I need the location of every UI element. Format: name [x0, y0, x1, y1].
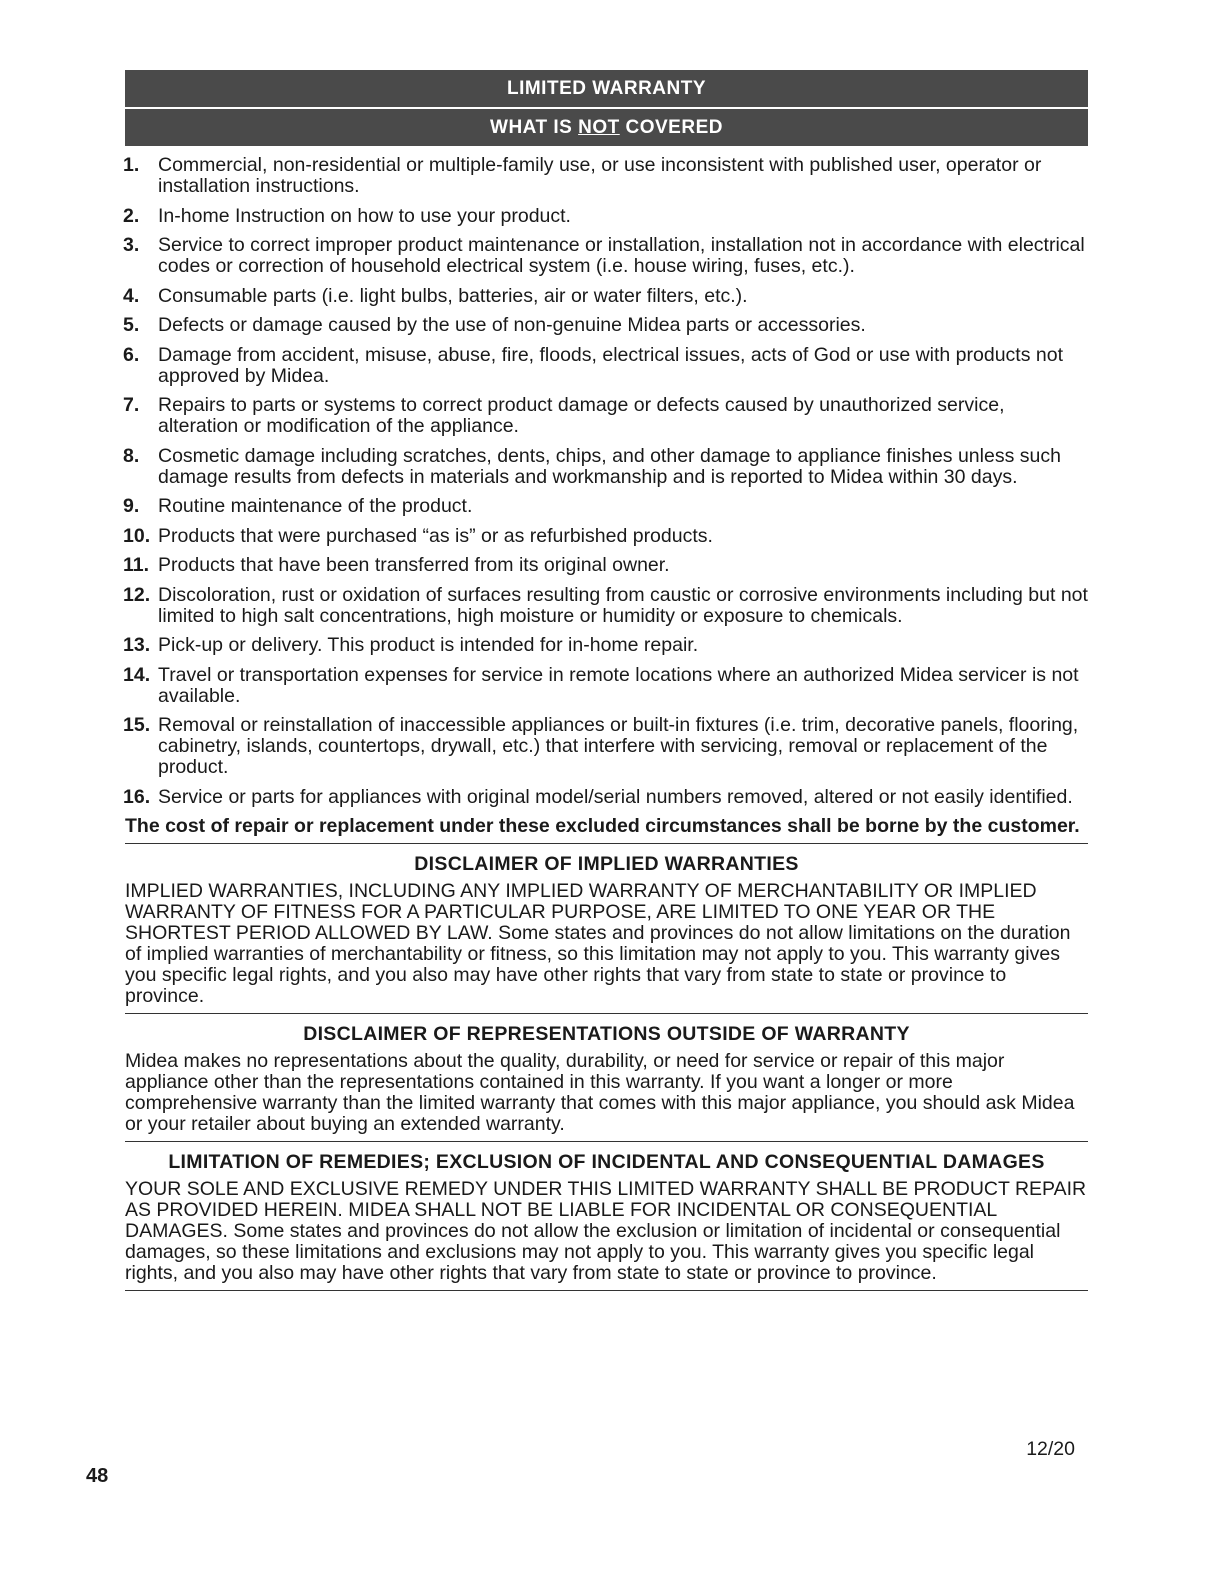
list-item	[125, 395, 1088, 437]
list-item	[125, 155, 1088, 197]
not-covered-title-underlined: NOT	[578, 117, 620, 138]
item-number: 11.	[123, 554, 150, 576]
item-number: 9.	[123, 495, 140, 517]
limitation-of-remedies-body: YOUR SOLE AND EXCLUSIVE REMEDY UNDER THIS LIMITED WARRANTY SHALL BE PRODUCT REPAIR AS PROVIDED HEREIN. MIDEA SHALL NOT BE LIABLE FOR INCIDENTAL OR CONSEQUENTIAL DAMAGES. Some states and provinces do not allow the exclusion or limitation of incidental or consequential damages, so these limitations and exclusions may not apply to you. This warranty gives you specific legal rights, and you also may have other rights that vary from state to state or province to province.	[125, 1178, 1087, 1284]
item-text: In-home Instruction on how to use your product.	[158, 204, 571, 227]
item-number: 1.	[123, 154, 140, 176]
list-item	[125, 665, 1088, 707]
list-item	[125, 787, 1088, 808]
item-number: 14.	[123, 663, 151, 686]
item-text: Travel or transportation expenses for service in remote locations where an authorized Midea servicer is not available.	[158, 663, 1079, 707]
item-number: 8.	[123, 444, 140, 467]
list-item	[125, 206, 1088, 227]
item-number: 16.	[123, 785, 151, 808]
representations-title: DISCLAIMER OF REPRESENTATIONS OUTSIDE OF WARRANTY	[303, 1023, 910, 1045]
not-covered-list	[125, 155, 1088, 808]
item-text: Service to correct improper product maintenance or installation, installation not in accordance with electrical codes or correction of household electrical system (i.e. house wiring, fuses, etc.).	[158, 234, 1085, 277]
item-text: Service or parts for appliances with original model/serial numbers removed, altered or not easily identified.	[158, 785, 1073, 808]
item-text: Cosmetic damage including scratches, dents, chips, and other damage to appliance finishes unless such damage results from defects in materials and workmanship and is reported to Midea within 30 days.	[158, 444, 1061, 488]
item-number: 15.	[123, 714, 151, 736]
list-item	[125, 446, 1088, 488]
list-item	[125, 315, 1088, 336]
item-text: Repairs to parts or systems to correct product damage or defects caused by unauthorized service, alteration or modification of the appliance.	[158, 394, 1005, 437]
list-item	[125, 585, 1088, 627]
list-item	[125, 496, 1088, 517]
warranty-title-bar	[125, 70, 1088, 107]
item-number: 13.	[123, 634, 151, 656]
revision-date: 12/20	[1026, 1438, 1075, 1460]
representations-body: Midea makes no representations about the quality, durability, or need for service or repair of this major appliance other than the representations contained in this warranty. If you want a longer or more comprehensive warranty than the limited warranty that comes with this major appliance, you should ask Midea or your retailer about buying an extended warranty.	[125, 1050, 1075, 1135]
item-number: 7.	[123, 394, 140, 416]
item-number: 10.	[123, 524, 151, 547]
item-text: Products that were purchased “as is” or as refurbished products.	[158, 524, 713, 547]
item-number: 3.	[123, 234, 140, 256]
section-divider	[125, 843, 1088, 844]
not-covered-title-pre: WHAT IS	[490, 117, 579, 138]
item-number: 6.	[123, 343, 140, 366]
warranty-page	[125, 70, 1088, 1291]
list-item	[125, 345, 1088, 387]
item-text: Products that have been transferred from its original owner.	[158, 554, 670, 576]
not-covered-bar	[125, 107, 1088, 146]
cost-note: The cost of repair or replacement under these excluded circumstances shall be borne by the customer.	[125, 815, 1080, 837]
warranty-title: LIMITED WARRANTY	[506, 78, 707, 99]
implied-warranties-body: IMPLIED WARRANTIES, INCLUDING ANY IMPLIED WARRANTY OF MERCHANTABILITY OR IMPLIED WARRANTY OF FITNESS FOR A PARTICULAR PURPOSE, ARE LIMITED TO ONE YEAR OR THE SHORTEST PERIOD ALLOWED BY LAW. Some states and provinces do not allow limitations on the duration of implied warranties of merchantability or fitness, so this limitation may not apply to you. This warranty gives you specific legal rights, and you also may have other rights that vary from state to state or province to province.	[125, 880, 1071, 1007]
item-text: Commercial, non-residential or multiple-family use, or use inconsistent with published user, operator or installation instructions.	[158, 154, 1042, 197]
item-text: Defects or damage caused by the use of non-genuine Midea parts or accessories.	[158, 314, 866, 336]
item-text: Routine maintenance of the product.	[158, 495, 473, 517]
item-number: 2.	[123, 204, 140, 227]
list-item	[125, 526, 1088, 547]
list-item	[125, 715, 1088, 778]
not-covered-title-post: COVERED	[619, 117, 723, 138]
limitation-of-remedies-title: LIMITATION OF REMEDIES; EXCLUSION OF INCIDENTAL AND CONSEQUENTIAL DAMAGES	[168, 1151, 1045, 1173]
list-item	[125, 635, 1088, 656]
item-text: Removal or reinstallation of inaccessible appliances or built-in fixtures (i.e. trim, decorative panels, flooring, cabinetry, islands, countertops, drywall, etc.) that interfere with servicing, removal or replacement of the product.	[158, 714, 1079, 778]
item-number: 4.	[123, 284, 140, 307]
item-text: Damage from accident, misuse, abuse, fire, floods, electrical issues, acts of God or use with products not approved by Midea.	[158, 343, 1063, 387]
item-text: Discoloration, rust or oxidation of surfaces resulting from caustic or corrosive environments including but not limited to high salt concentrations, high moisture or humidity or exposure to chemicals.	[158, 583, 1088, 627]
item-number: 12.	[123, 583, 151, 606]
list-item	[125, 555, 1088, 576]
page-number: 48	[86, 1465, 109, 1487]
item-number: 5.	[123, 314, 140, 336]
section-divider	[125, 1290, 1088, 1291]
list-item	[125, 286, 1088, 307]
list-item	[125, 235, 1088, 277]
implied-warranties-title: DISCLAIMER OF IMPLIED WARRANTIES	[414, 853, 799, 875]
section-divider	[125, 1013, 1088, 1014]
item-text: Pick-up or delivery. This product is intended for in-home repair.	[158, 634, 699, 656]
item-text: Consumable parts (i.e. light bulbs, batteries, air or water filters, etc.).	[158, 284, 748, 307]
section-divider	[125, 1141, 1088, 1142]
